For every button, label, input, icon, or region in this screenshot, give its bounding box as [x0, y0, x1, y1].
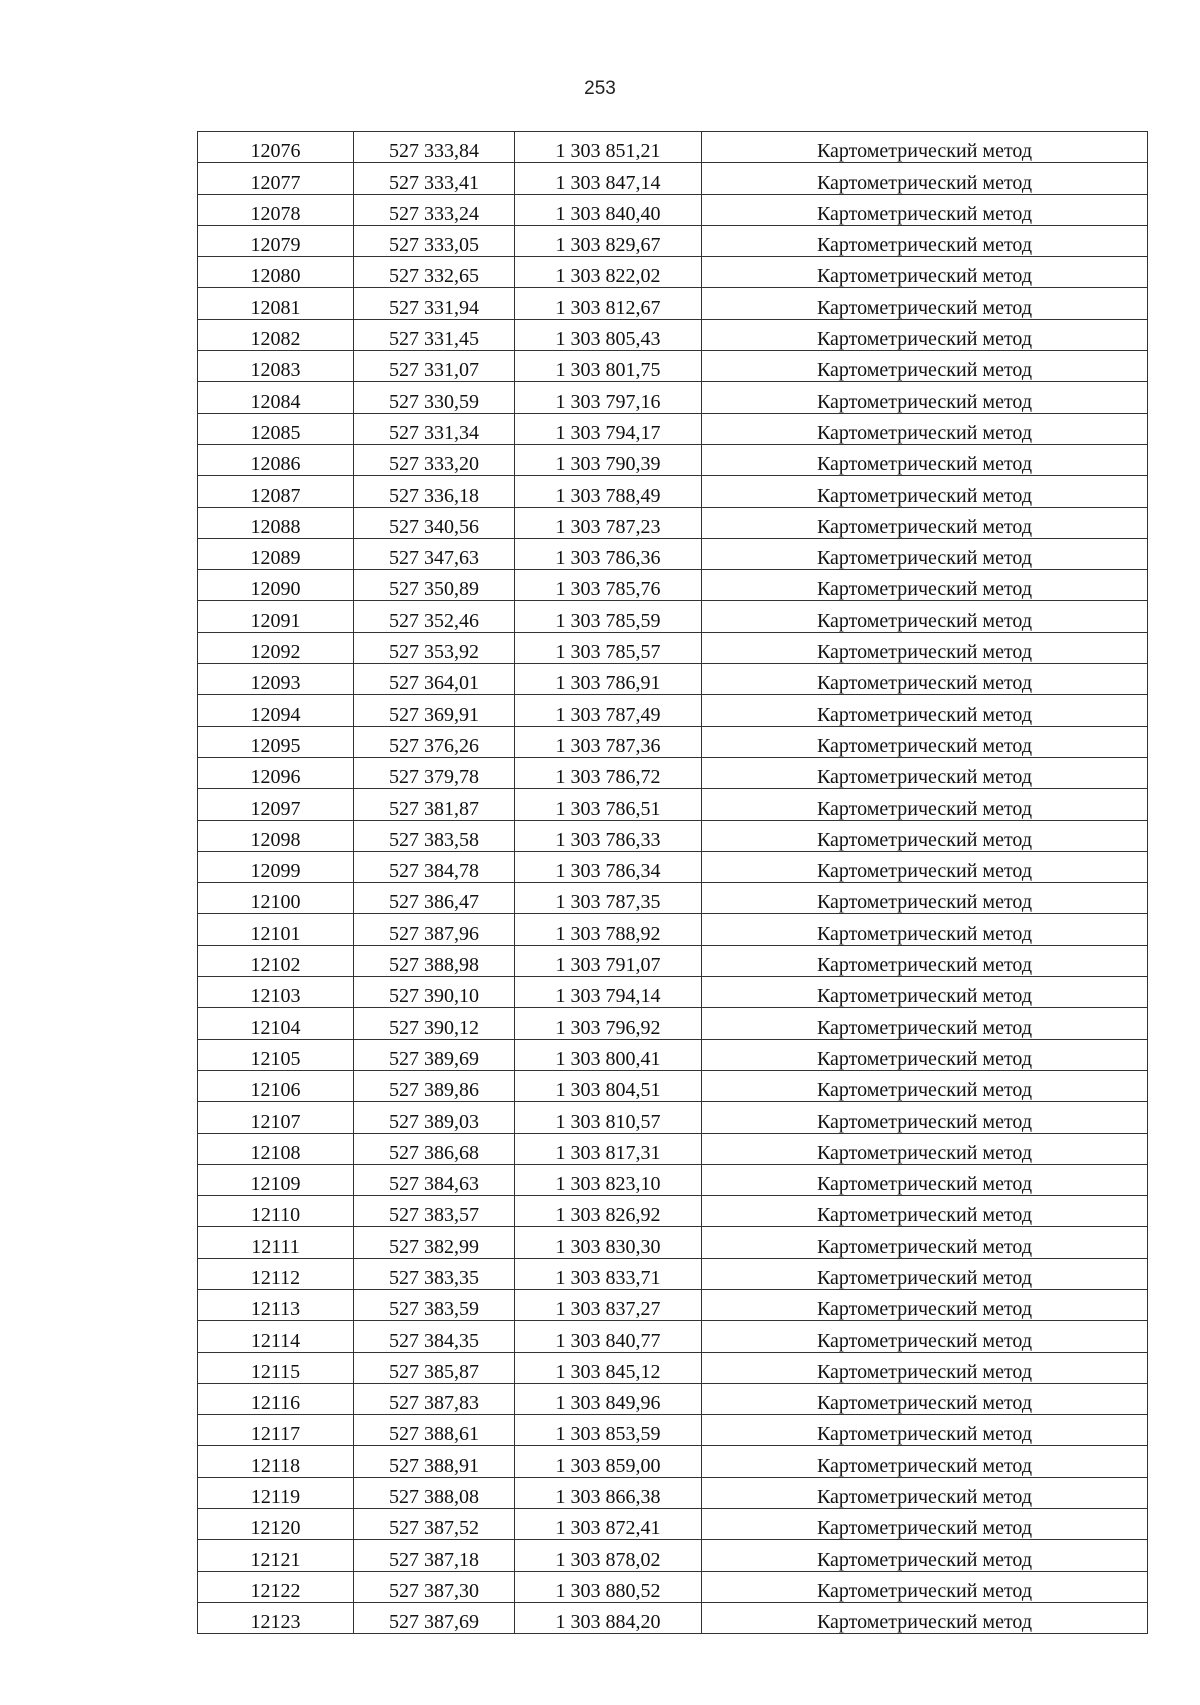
y-coordinate-cell: 1 303 845,12 — [515, 1352, 702, 1383]
table-row — [198, 945, 1148, 976]
y-coordinate-cell: 1 303 810,57 — [515, 1102, 702, 1133]
method-cell: Картометрический метод — [702, 1289, 1148, 1320]
point-number-cell: 12077 — [198, 163, 354, 194]
point-number-cell: 12106 — [198, 1070, 354, 1101]
x-coordinate-cell: 527 390,12 — [354, 1008, 515, 1039]
point-number-cell: 12117 — [198, 1415, 354, 1446]
point-number-cell: 12103 — [198, 977, 354, 1008]
method-cell: Картометрический метод — [702, 1321, 1148, 1352]
method-cell: Картометрический метод — [702, 132, 1148, 163]
table-row — [198, 601, 1148, 632]
method-cell: Картометрический метод — [702, 257, 1148, 288]
x-coordinate-cell: 527 333,24 — [354, 194, 515, 225]
table-row — [198, 1102, 1148, 1133]
y-coordinate-cell: 1 303 851,21 — [515, 132, 702, 163]
point-number-cell: 12121 — [198, 1540, 354, 1571]
x-coordinate-cell: 527 332,65 — [354, 257, 515, 288]
point-number-cell: 12116 — [198, 1383, 354, 1414]
x-coordinate-cell: 527 333,41 — [354, 163, 515, 194]
table-row — [198, 1602, 1148, 1633]
method-cell: Картометрический метод — [702, 695, 1148, 726]
point-number-cell: 12107 — [198, 1102, 354, 1133]
point-number-cell: 12112 — [198, 1258, 354, 1289]
point-number-cell: 12083 — [198, 351, 354, 382]
point-number-cell: 12099 — [198, 851, 354, 882]
x-coordinate-cell: 527 384,35 — [354, 1321, 515, 1352]
y-coordinate-cell: 1 303 812,67 — [515, 288, 702, 319]
table-row — [198, 883, 1148, 914]
table-row — [198, 1164, 1148, 1195]
y-coordinate-cell: 1 303 787,36 — [515, 726, 702, 757]
method-cell: Картометрический метод — [702, 476, 1148, 507]
method-cell: Картометрический метод — [702, 1477, 1148, 1508]
y-coordinate-cell: 1 303 786,34 — [515, 851, 702, 882]
table-row — [198, 507, 1148, 538]
x-coordinate-cell: 527 381,87 — [354, 789, 515, 820]
table-row — [198, 1321, 1148, 1352]
point-number-cell: 12111 — [198, 1227, 354, 1258]
x-coordinate-cell: 527 386,47 — [354, 883, 515, 914]
y-coordinate-cell: 1 303 788,49 — [515, 476, 702, 507]
method-cell: Картометрический метод — [702, 538, 1148, 569]
method-cell: Картометрический метод — [702, 1039, 1148, 1070]
method-cell: Картометрический метод — [702, 883, 1148, 914]
y-coordinate-cell: 1 303 794,14 — [515, 977, 702, 1008]
method-cell: Картометрический метод — [702, 757, 1148, 788]
point-number-cell: 12108 — [198, 1133, 354, 1164]
x-coordinate-cell: 527 389,03 — [354, 1102, 515, 1133]
y-coordinate-cell: 1 303 847,14 — [515, 163, 702, 194]
x-coordinate-cell: 527 340,56 — [354, 507, 515, 538]
y-coordinate-cell: 1 303 840,40 — [515, 194, 702, 225]
point-number-cell: 12096 — [198, 757, 354, 788]
table-row — [198, 695, 1148, 726]
y-coordinate-cell: 1 303 785,76 — [515, 570, 702, 601]
table-row — [198, 1509, 1148, 1540]
table-row — [198, 757, 1148, 788]
method-cell: Картометрический метод — [702, 664, 1148, 695]
table-row — [198, 1039, 1148, 1070]
x-coordinate-cell: 527 347,63 — [354, 538, 515, 569]
table-row — [198, 851, 1148, 882]
x-coordinate-cell: 527 376,26 — [354, 726, 515, 757]
method-cell: Картометрический метод — [702, 977, 1148, 1008]
point-number-cell: 12078 — [198, 194, 354, 225]
x-coordinate-cell: 527 333,05 — [354, 225, 515, 256]
x-coordinate-cell: 527 350,89 — [354, 570, 515, 601]
method-cell: Картометрический метод — [702, 1602, 1148, 1633]
point-number-cell: 12082 — [198, 319, 354, 350]
method-cell: Картометрический метод — [702, 507, 1148, 538]
method-cell: Картометрический метод — [702, 1258, 1148, 1289]
y-coordinate-cell: 1 303 786,72 — [515, 757, 702, 788]
point-number-cell: 12102 — [198, 945, 354, 976]
x-coordinate-cell: 527 384,78 — [354, 851, 515, 882]
table-row — [198, 163, 1148, 194]
point-number-cell: 12109 — [198, 1164, 354, 1195]
y-coordinate-cell: 1 303 866,38 — [515, 1477, 702, 1508]
method-cell: Картометрический метод — [702, 319, 1148, 350]
table-row — [198, 444, 1148, 475]
x-coordinate-cell: 527 387,30 — [354, 1571, 515, 1602]
point-number-cell: 12101 — [198, 914, 354, 945]
y-coordinate-cell: 1 303 797,16 — [515, 382, 702, 413]
x-coordinate-cell: 527 383,35 — [354, 1258, 515, 1289]
y-coordinate-cell: 1 303 849,96 — [515, 1383, 702, 1414]
method-cell: Картометрический метод — [702, 1571, 1148, 1602]
method-cell: Картометрический метод — [702, 570, 1148, 601]
point-number-cell: 12076 — [198, 132, 354, 163]
method-cell: Картометрический метод — [702, 1070, 1148, 1101]
x-coordinate-cell: 527 387,18 — [354, 1540, 515, 1571]
y-coordinate-cell: 1 303 884,20 — [515, 1602, 702, 1633]
y-coordinate-cell: 1 303 785,57 — [515, 632, 702, 663]
point-number-cell: 12097 — [198, 789, 354, 820]
point-number-cell: 12084 — [198, 382, 354, 413]
y-coordinate-cell: 1 303 817,31 — [515, 1133, 702, 1164]
point-number-cell: 12110 — [198, 1196, 354, 1227]
y-coordinate-cell: 1 303 800,41 — [515, 1039, 702, 1070]
table-row — [198, 1383, 1148, 1414]
x-coordinate-cell: 527 387,83 — [354, 1383, 515, 1414]
y-coordinate-cell: 1 303 801,75 — [515, 351, 702, 382]
x-coordinate-cell: 527 352,46 — [354, 601, 515, 632]
point-number-cell: 12086 — [198, 444, 354, 475]
y-coordinate-cell: 1 303 826,92 — [515, 1196, 702, 1227]
y-coordinate-cell: 1 303 805,43 — [515, 319, 702, 350]
table-row — [198, 789, 1148, 820]
point-number-cell: 12085 — [198, 413, 354, 444]
method-cell: Картометрический метод — [702, 945, 1148, 976]
point-number-cell: 12104 — [198, 1008, 354, 1039]
method-cell: Картометрический метод — [702, 225, 1148, 256]
point-number-cell: 12095 — [198, 726, 354, 757]
table-row — [198, 319, 1148, 350]
table-row — [198, 538, 1148, 569]
table-row — [198, 225, 1148, 256]
point-number-cell: 12105 — [198, 1039, 354, 1070]
x-coordinate-cell: 527 386,68 — [354, 1133, 515, 1164]
method-cell: Картометрический метод — [702, 194, 1148, 225]
x-coordinate-cell: 527 385,87 — [354, 1352, 515, 1383]
point-number-cell: 12098 — [198, 820, 354, 851]
y-coordinate-cell: 1 303 880,52 — [515, 1571, 702, 1602]
table-row — [198, 1477, 1148, 1508]
y-coordinate-cell: 1 303 872,41 — [515, 1509, 702, 1540]
x-coordinate-cell: 527 388,08 — [354, 1477, 515, 1508]
point-number-cell: 12122 — [198, 1571, 354, 1602]
coordinates-table — [197, 131, 1148, 1634]
point-number-cell: 12119 — [198, 1477, 354, 1508]
point-number-cell: 12080 — [198, 257, 354, 288]
method-cell: Картометрический метод — [702, 1446, 1148, 1477]
method-cell: Картометрический метод — [702, 1540, 1148, 1571]
table-row — [198, 726, 1148, 757]
method-cell: Картометрический метод — [702, 1008, 1148, 1039]
point-number-cell: 12088 — [198, 507, 354, 538]
y-coordinate-cell: 1 303 878,02 — [515, 1540, 702, 1571]
table-row — [198, 1289, 1148, 1320]
point-number-cell: 12113 — [198, 1289, 354, 1320]
y-coordinate-cell: 1 303 791,07 — [515, 945, 702, 976]
y-coordinate-cell: 1 303 823,10 — [515, 1164, 702, 1195]
table-row — [198, 476, 1148, 507]
x-coordinate-cell: 527 387,96 — [354, 914, 515, 945]
x-coordinate-cell: 527 384,63 — [354, 1164, 515, 1195]
method-cell: Картометрический метод — [702, 1164, 1148, 1195]
point-number-cell: 12089 — [198, 538, 354, 569]
method-cell: Картометрический метод — [702, 413, 1148, 444]
point-number-cell: 12118 — [198, 1446, 354, 1477]
table-row — [198, 570, 1148, 601]
y-coordinate-cell: 1 303 829,67 — [515, 225, 702, 256]
method-cell: Картометрический метод — [702, 1133, 1148, 1164]
table-row — [198, 632, 1148, 663]
table-row — [198, 1540, 1148, 1571]
y-coordinate-cell: 1 303 785,59 — [515, 601, 702, 632]
table-row — [198, 1352, 1148, 1383]
point-number-cell: 12079 — [198, 225, 354, 256]
x-coordinate-cell: 527 382,99 — [354, 1227, 515, 1258]
y-coordinate-cell: 1 303 787,49 — [515, 695, 702, 726]
table-row — [198, 977, 1148, 1008]
method-cell: Картометрический метод — [702, 444, 1148, 475]
y-coordinate-cell: 1 303 790,39 — [515, 444, 702, 475]
table-row — [198, 351, 1148, 382]
method-cell: Картометрический метод — [702, 1352, 1148, 1383]
x-coordinate-cell: 527 333,20 — [354, 444, 515, 475]
x-coordinate-cell: 527 353,92 — [354, 632, 515, 663]
table-row — [198, 413, 1148, 444]
method-cell: Картометрический метод — [702, 382, 1148, 413]
table-row — [198, 382, 1148, 413]
table-row — [198, 1415, 1148, 1446]
table-row — [198, 132, 1148, 163]
method-cell: Картометрический метод — [702, 1227, 1148, 1258]
y-coordinate-cell: 1 303 786,33 — [515, 820, 702, 851]
x-coordinate-cell: 527 388,98 — [354, 945, 515, 976]
x-coordinate-cell: 527 388,91 — [354, 1446, 515, 1477]
method-cell: Картометрический метод — [702, 1383, 1148, 1414]
x-coordinate-cell: 527 364,01 — [354, 664, 515, 695]
method-cell: Картометрический метод — [702, 1102, 1148, 1133]
method-cell: Картометрический метод — [702, 351, 1148, 382]
method-cell: Картометрический метод — [702, 632, 1148, 663]
point-number-cell: 12114 — [198, 1321, 354, 1352]
point-number-cell: 12087 — [198, 476, 354, 507]
x-coordinate-cell: 527 390,10 — [354, 977, 515, 1008]
method-cell: Картометрический метод — [702, 914, 1148, 945]
y-coordinate-cell: 1 303 786,91 — [515, 664, 702, 695]
x-coordinate-cell: 527 331,34 — [354, 413, 515, 444]
x-coordinate-cell: 527 388,61 — [354, 1415, 515, 1446]
page-number: 253 — [584, 78, 616, 99]
y-coordinate-cell: 1 303 787,35 — [515, 883, 702, 914]
method-cell: Картометрический метод — [702, 820, 1148, 851]
table-row — [198, 257, 1148, 288]
method-cell: Картометрический метод — [702, 851, 1148, 882]
point-number-cell: 12090 — [198, 570, 354, 601]
table-row — [198, 1133, 1148, 1164]
x-coordinate-cell: 527 333,84 — [354, 132, 515, 163]
x-coordinate-cell: 527 330,59 — [354, 382, 515, 413]
x-coordinate-cell: 527 387,52 — [354, 1509, 515, 1540]
x-coordinate-cell: 527 369,91 — [354, 695, 515, 726]
y-coordinate-cell: 1 303 822,02 — [515, 257, 702, 288]
y-coordinate-cell: 1 303 794,17 — [515, 413, 702, 444]
y-coordinate-cell: 1 303 788,92 — [515, 914, 702, 945]
y-coordinate-cell: 1 303 830,30 — [515, 1227, 702, 1258]
point-number-cell: 12094 — [198, 695, 354, 726]
x-coordinate-cell: 527 387,69 — [354, 1602, 515, 1633]
point-number-cell: 12120 — [198, 1509, 354, 1540]
y-coordinate-cell: 1 303 786,36 — [515, 538, 702, 569]
x-coordinate-cell: 527 383,57 — [354, 1196, 515, 1227]
point-number-cell: 12081 — [198, 288, 354, 319]
method-cell: Картометрический метод — [702, 1509, 1148, 1540]
table-row — [198, 1446, 1148, 1477]
x-coordinate-cell: 527 331,94 — [354, 288, 515, 319]
method-cell: Картометрический метод — [702, 163, 1148, 194]
method-cell: Картометрический метод — [702, 789, 1148, 820]
y-coordinate-cell: 1 303 853,59 — [515, 1415, 702, 1446]
point-number-cell: 12123 — [198, 1602, 354, 1633]
point-number-cell: 12091 — [198, 601, 354, 632]
x-coordinate-cell: 527 383,59 — [354, 1289, 515, 1320]
table-row — [198, 1227, 1148, 1258]
x-coordinate-cell: 527 379,78 — [354, 757, 515, 788]
table-row — [198, 914, 1148, 945]
x-coordinate-cell: 527 331,07 — [354, 351, 515, 382]
method-cell: Картометрический метод — [702, 1415, 1148, 1446]
table-row — [198, 664, 1148, 695]
y-coordinate-cell: 1 303 833,71 — [515, 1258, 702, 1289]
y-coordinate-cell: 1 303 804,51 — [515, 1070, 702, 1101]
table-row — [198, 820, 1148, 851]
y-coordinate-cell: 1 303 786,51 — [515, 789, 702, 820]
table-row — [198, 1196, 1148, 1227]
table-row — [198, 1008, 1148, 1039]
point-number-cell: 12093 — [198, 664, 354, 695]
table-row — [198, 1571, 1148, 1602]
x-coordinate-cell: 527 389,69 — [354, 1039, 515, 1070]
table-row — [198, 288, 1148, 319]
x-coordinate-cell: 527 331,45 — [354, 319, 515, 350]
x-coordinate-cell: 527 389,86 — [354, 1070, 515, 1101]
table-row — [198, 194, 1148, 225]
x-coordinate-cell: 527 383,58 — [354, 820, 515, 851]
table-row — [198, 1070, 1148, 1101]
method-cell: Картометрический метод — [702, 601, 1148, 632]
point-number-cell: 12115 — [198, 1352, 354, 1383]
y-coordinate-cell: 1 303 859,00 — [515, 1446, 702, 1477]
method-cell: Картометрический метод — [702, 288, 1148, 319]
table-row — [198, 1258, 1148, 1289]
y-coordinate-cell: 1 303 796,92 — [515, 1008, 702, 1039]
method-cell: Картометрический метод — [702, 726, 1148, 757]
coordinates-table-body — [198, 132, 1148, 1634]
y-coordinate-cell: 1 303 787,23 — [515, 507, 702, 538]
point-number-cell: 12092 — [198, 632, 354, 663]
y-coordinate-cell: 1 303 840,77 — [515, 1321, 702, 1352]
method-cell: Картометрический метод — [702, 1196, 1148, 1227]
point-number-cell: 12100 — [198, 883, 354, 914]
x-coordinate-cell: 527 336,18 — [354, 476, 515, 507]
y-coordinate-cell: 1 303 837,27 — [515, 1289, 702, 1320]
